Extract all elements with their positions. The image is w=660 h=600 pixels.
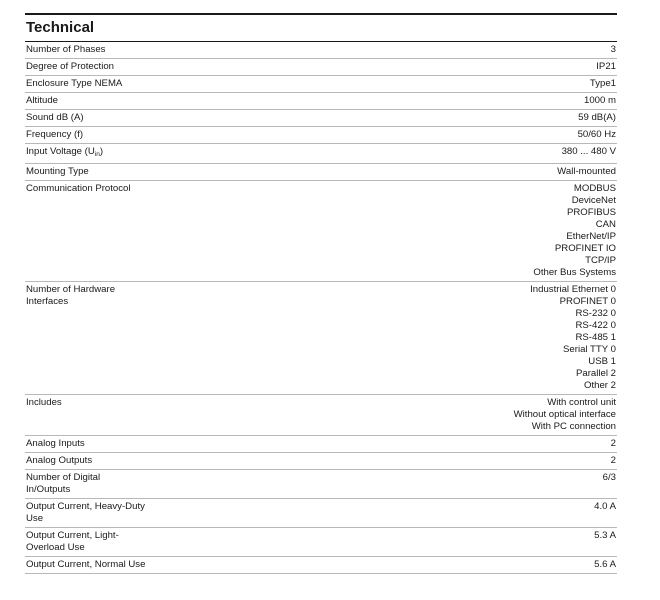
spec-row-frequency <box>25 127 617 144</box>
spec-value-line: RS-485 1 <box>575 332 616 343</box>
spec-label: Number of Hardware Interfaces <box>26 284 116 307</box>
spec-row-communication-protocol <box>25 181 617 282</box>
spec-label: Frequency (f) <box>26 129 84 140</box>
spec-label: Sound dB (A) <box>26 112 84 123</box>
spec-value-line: 380 ... 480 V <box>561 146 616 157</box>
spec-value <box>603 472 616 484</box>
spec-value-line: RS-422 0 <box>575 320 616 331</box>
spec-value-line: Parallel 2 <box>576 368 616 379</box>
technical-section <box>25 13 617 574</box>
spec-row-includes <box>25 395 617 436</box>
spec-value-line: Type1 <box>589 78 616 89</box>
spec-label: Number of Digital In/Outputs <box>26 472 101 495</box>
spec-row-enclosure-type-nema <box>25 76 617 93</box>
spec-row-output-current-normal <box>25 557 617 574</box>
spec-value-line: USB 1 <box>588 356 616 367</box>
spec-value-line: 2 <box>610 455 616 466</box>
spec-value <box>594 501 616 513</box>
spec-row-sound <box>25 110 617 127</box>
spec-value <box>594 559 616 571</box>
spec-label: Output Current, Normal Use <box>26 559 146 570</box>
spec-value <box>578 129 616 141</box>
spec-value-line: 50/60 Hz <box>577 129 616 140</box>
spec-label: Enclosure Type NEMA <box>26 78 123 89</box>
spec-row-digital-inoutputs <box>25 470 617 499</box>
spec-value-line: PROFINET IO <box>554 243 616 254</box>
spec-value-line: DeviceNet <box>571 195 616 206</box>
spec-value <box>611 44 616 56</box>
spec-value <box>611 455 616 467</box>
spec-value-line: Without optical interface <box>513 409 616 420</box>
spec-row-number-of-phases <box>25 42 617 59</box>
spec-value-line: 2 <box>610 438 616 449</box>
spec-value <box>557 166 616 178</box>
spec-value-line: EtherNet/IP <box>566 231 616 242</box>
spec-value <box>533 183 616 279</box>
spec-value-line: 5.6 A <box>594 559 616 570</box>
spec-value-line: Industrial Ethernet 0 <box>530 284 616 295</box>
spec-value <box>596 61 616 73</box>
spec-value-line: 4.0 A <box>594 501 616 512</box>
spec-label: Degree of Protection <box>26 61 114 72</box>
spec-value-line: With PC connection <box>531 421 616 432</box>
spec-label: Altitude <box>26 95 58 106</box>
spec-row-analog-outputs <box>25 453 617 470</box>
spec-value-line: Other Bus Systems <box>533 267 616 278</box>
spec-value-line: 59 dB(A) <box>578 112 616 123</box>
spec-label: Output Current, Heavy-Duty Use <box>26 501 145 524</box>
spec-label: Output Current, Light-Overload Use <box>26 530 119 553</box>
spec-row-output-current-light-overload <box>25 528 617 557</box>
spec-value-line: 5.3 A <box>594 530 616 541</box>
spec-value <box>590 78 616 90</box>
spec-label-subscript: in <box>94 151 100 158</box>
spec-value-line: Wall-mounted <box>557 166 616 177</box>
spec-value-line: 3 <box>610 44 616 55</box>
spec-value <box>611 438 616 450</box>
spec-label: Number of Phases <box>26 44 106 55</box>
spec-value-line: Other 2 <box>584 380 616 391</box>
spec-label-suffix: ) <box>99 146 104 157</box>
spec-row-input-voltage <box>25 144 617 164</box>
spec-value-line: PROFINET 0 <box>559 296 616 307</box>
spec-label: Analog Outputs <box>26 455 93 466</box>
spec-value-line: RS-232 0 <box>575 308 616 319</box>
spec-value <box>514 397 616 433</box>
spec-row-degree-of-protection <box>25 59 617 76</box>
spec-value-line: With control unit <box>547 397 616 408</box>
spec-value-line: IP21 <box>596 61 616 72</box>
spec-value-line: 1000 m <box>584 95 616 106</box>
section-title: Technical <box>25 15 617 42</box>
spec-label: Analog Inputs <box>26 438 85 449</box>
spec-value-line: 6/3 <box>602 472 616 483</box>
spec-row-hardware-interfaces <box>25 282 617 395</box>
spec-label <box>26 146 103 161</box>
spec-value-line: MODBUS <box>573 183 616 194</box>
spec-label: Communication Protocol <box>26 183 131 194</box>
spec-value-line: PROFIBUS <box>566 207 616 218</box>
spec-row-altitude <box>25 93 617 110</box>
spec-label: Mounting Type <box>26 166 89 177</box>
spec-label-text: Input Voltage (U <box>26 146 95 157</box>
spec-value <box>562 146 616 158</box>
spec-value <box>594 530 616 542</box>
spec-row-mounting-type <box>25 164 617 181</box>
spec-label: Includes <box>26 397 62 408</box>
spec-value-line: TCP/IP <box>585 255 616 266</box>
spec-value <box>530 284 616 392</box>
spec-value-line: CAN <box>595 219 616 230</box>
spec-value <box>584 95 616 107</box>
spec-row-analog-inputs <box>25 436 617 453</box>
spec-value <box>578 112 616 124</box>
spec-row-output-current-heavy-duty <box>25 499 617 528</box>
spec-value-line: Serial TTY 0 <box>563 344 616 355</box>
